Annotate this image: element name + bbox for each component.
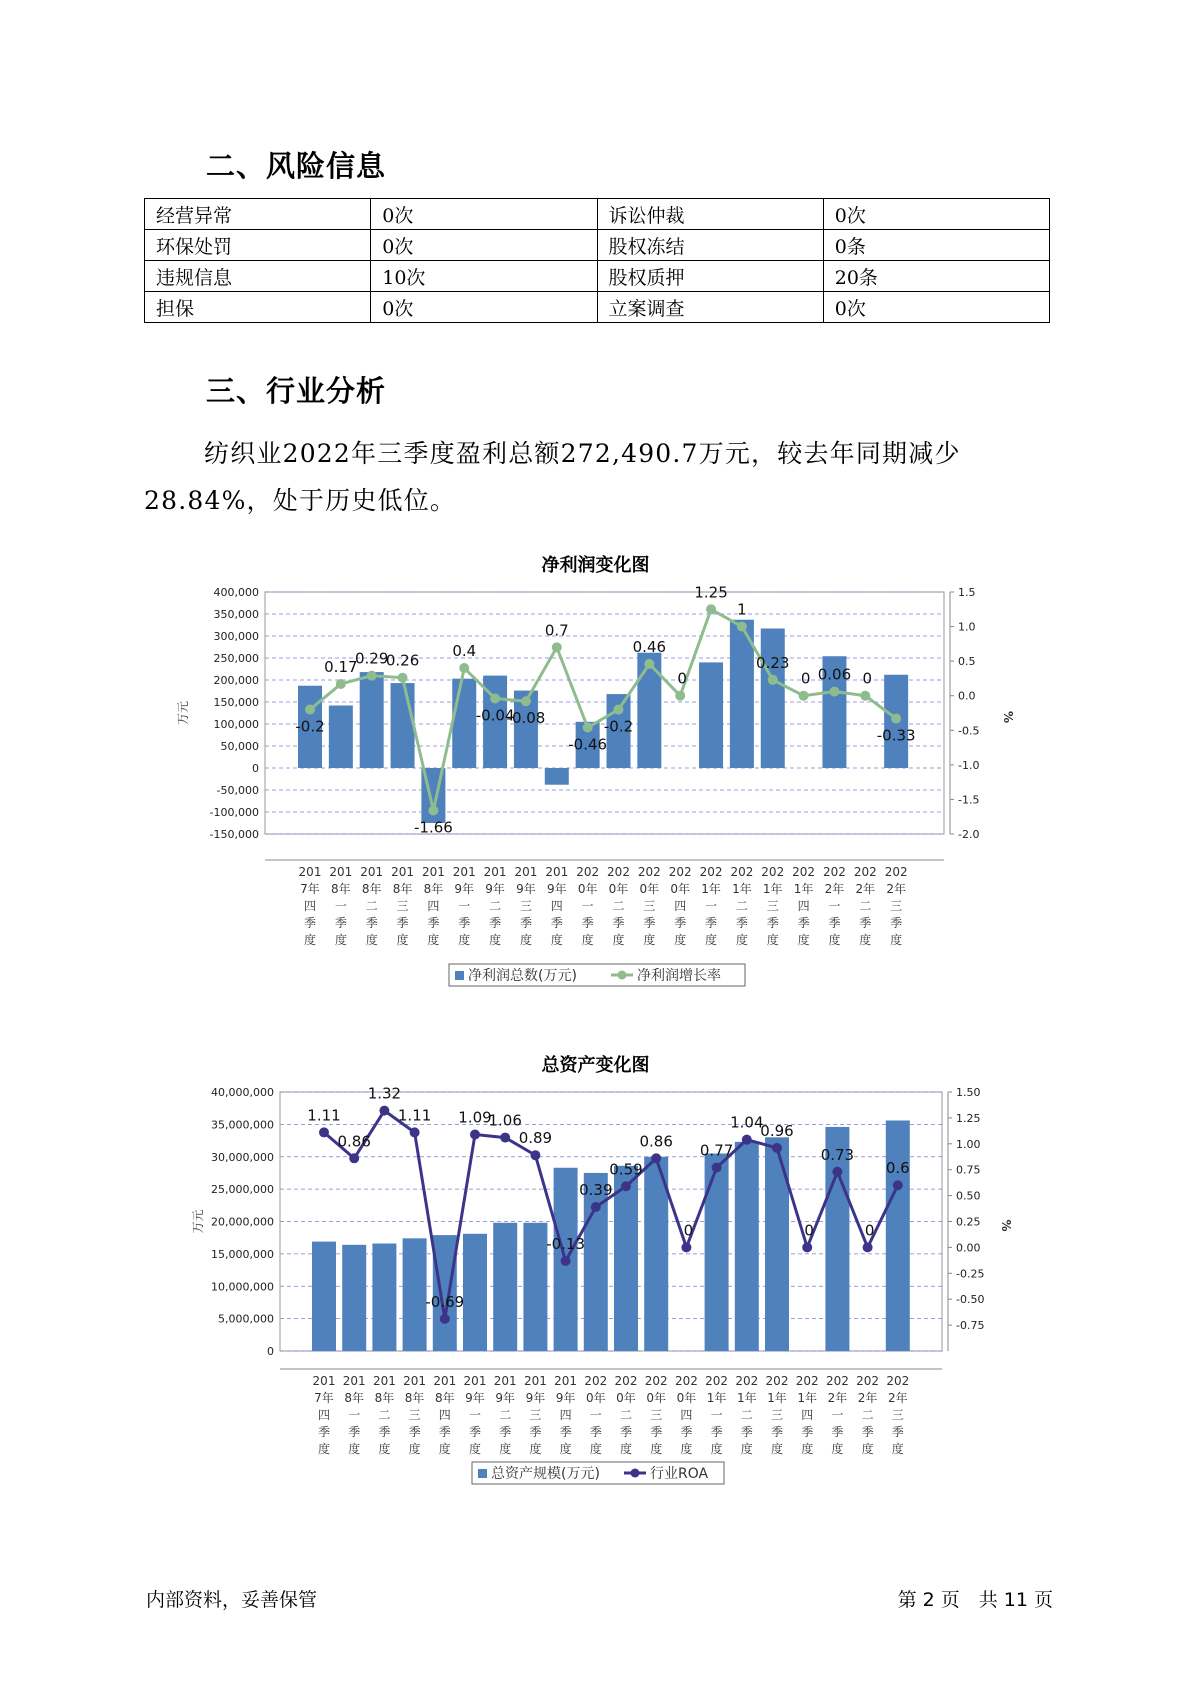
data-label: 0.26	[385, 651, 420, 670]
paragraph-line-1: 纺织业2022年三季度盈利总额272,490.7万元，较去年同期减少	[204, 439, 961, 468]
line-point	[367, 671, 377, 681]
line-point	[712, 1163, 722, 1173]
data-label: -0.69	[425, 1292, 465, 1311]
x-tick-label: 201 8年四季度	[421, 865, 445, 947]
legend-line-label: 净利润增长率	[637, 968, 721, 984]
line-point	[349, 1153, 359, 1163]
y2-tick-label: 1.00	[956, 1137, 981, 1151]
bar	[545, 768, 569, 785]
x-tick-label: 201 8年二季度	[372, 1374, 396, 1456]
y-axis-label: 万元	[176, 700, 190, 726]
x-tick-label: 202 1年一季度	[705, 1374, 729, 1456]
data-label: -0.08	[506, 709, 546, 728]
footer-page-number: 第 2 页 共 11 页	[897, 1589, 1053, 1611]
data-label: 0.7	[544, 621, 569, 640]
table-row	[145, 261, 1050, 292]
data-label: 1.32	[367, 1084, 402, 1103]
line-point	[319, 1127, 329, 1137]
data-label: 0.46	[632, 637, 667, 656]
table-row	[145, 292, 1050, 323]
x-tick-label: 202 0年二季度	[607, 865, 630, 947]
data-label: 0.77	[699, 1141, 734, 1160]
line-point	[440, 1314, 450, 1324]
x-tick-label: 201 9年一季度	[452, 865, 476, 947]
line-point	[706, 604, 716, 614]
bar	[329, 706, 353, 768]
x-tick-label: 202 2年二季度	[853, 865, 877, 947]
data-label: -0.46	[568, 735, 608, 754]
line-point	[336, 679, 346, 689]
data-label: 0.23	[756, 653, 790, 672]
y2-tick-label: 1.0	[958, 620, 976, 634]
line-point	[470, 1129, 480, 1139]
line-point	[644, 659, 654, 669]
x-tick-label: 201 8年一季度	[329, 865, 353, 947]
y2-axis-label: %	[999, 1219, 1013, 1232]
risk-label-cell: 违规信息	[145, 261, 371, 292]
bar	[523, 1223, 547, 1351]
x-tick-label: 202 1年三季度	[765, 1374, 789, 1456]
y2-tick-label: 1.5	[958, 586, 976, 599]
line-point	[521, 696, 531, 706]
x-tick-label: 202 1年四季度	[795, 1374, 819, 1456]
risk-label-cell: 环保处罚	[145, 230, 371, 261]
y2-tick-label: -0.50	[956, 1293, 985, 1307]
line-point	[583, 723, 593, 733]
x-tick-label: 201 8年四季度	[433, 1374, 457, 1456]
bar	[765, 1137, 789, 1351]
data-label: 0.96	[760, 1121, 794, 1140]
bar	[886, 1120, 910, 1351]
line-point	[799, 691, 809, 701]
data-label: 0.86	[639, 1132, 673, 1151]
x-tick-label: 202 0年一季度	[576, 865, 600, 947]
line-point	[893, 1180, 903, 1190]
data-label: 0.39	[579, 1180, 613, 1199]
data-label: 1	[737, 600, 747, 619]
line-point	[802, 1242, 812, 1252]
x-tick-label: 202 1年二季度	[735, 1374, 759, 1456]
y-tick-label: -50,000	[216, 784, 259, 797]
x-tick-label: 202 0年一季度	[584, 1374, 608, 1456]
x-tick-label: 201 9年二季度	[493, 1374, 517, 1456]
line-point	[410, 1127, 420, 1137]
data-label: 1.06	[488, 1111, 522, 1130]
y-tick-label: 0	[252, 762, 259, 775]
x-tick-label: 202 2年二季度	[856, 1374, 880, 1456]
y2-tick-label: 1.50	[956, 1086, 981, 1099]
line-point	[379, 1106, 389, 1116]
line-point	[428, 805, 438, 815]
line-point	[863, 1242, 873, 1252]
line-point	[552, 642, 562, 652]
bar	[705, 1154, 729, 1351]
x-tick-label: 201 9年四季度	[554, 1374, 578, 1456]
line-point	[742, 1135, 752, 1145]
x-tick-label: 202 2年三季度	[886, 1374, 910, 1456]
data-label: -0.2	[295, 717, 325, 736]
line-point	[561, 1256, 571, 1266]
data-label: 0	[683, 1221, 694, 1240]
legend-line-label: 行业ROA	[650, 1466, 709, 1482]
y2-tick-label: -0.5	[958, 724, 980, 738]
y-tick-label: 150,000	[213, 696, 259, 709]
data-label: 1.04	[730, 1113, 764, 1132]
y2-tick-label: -2.0	[958, 828, 980, 841]
x-tick-label: 202 1年一季度	[699, 865, 723, 947]
data-label: 0.89	[518, 1129, 553, 1148]
legend-line-marker	[618, 971, 627, 980]
risk-label-cell: 股权冻结	[597, 230, 823, 261]
data-label: 0.86	[337, 1132, 371, 1151]
risk-value-cell: 10次	[371, 261, 597, 292]
x-tick-label: 202 0年三季度	[644, 1374, 668, 1456]
y2-tick-label: -1.0	[958, 758, 980, 772]
chart-title-assets: 总资产变化图	[541, 1055, 650, 1076]
data-label: -0.2	[603, 717, 634, 736]
table-row	[145, 230, 1050, 261]
legend-bar-label: 总资产规模(万元)	[491, 1466, 600, 1482]
y2-tick-label: 0.50	[956, 1189, 981, 1203]
line-point	[772, 1143, 782, 1153]
y-tick-label: 15,000,000	[211, 1247, 274, 1261]
y2-tick-label: 0.25	[956, 1215, 981, 1229]
legend-bar-swatch	[478, 1469, 487, 1478]
risk-value-cell: 0次	[823, 199, 1049, 230]
legend-line-marker	[631, 1469, 640, 1478]
data-label: -1.66	[413, 818, 453, 837]
x-tick-label: 202 0年四季度	[674, 1374, 698, 1456]
line-point	[737, 622, 747, 632]
data-label: 0.17	[324, 657, 358, 676]
y2-tick-label: 0.75	[956, 1163, 981, 1177]
bar	[391, 683, 415, 768]
risk-label-cell: 股权质押	[597, 261, 823, 292]
legend-bar-swatch	[455, 971, 464, 980]
paragraph-line-2: 28.84%，处于历史低位。	[144, 486, 457, 515]
x-tick-label: 202 2年三季度	[884, 865, 908, 947]
bar	[761, 629, 785, 768]
x-tick-label: 201 8年三季度	[391, 865, 415, 947]
y-tick-label: 40,000,000	[211, 1086, 274, 1099]
line-point	[860, 691, 870, 701]
data-label: 0	[677, 669, 687, 688]
y-tick-label: 30,000,000	[211, 1150, 274, 1164]
line-point	[398, 673, 408, 683]
data-label: -0.33	[876, 726, 916, 745]
line-point	[500, 1133, 510, 1143]
data-label: 0.29	[354, 649, 389, 668]
bar	[452, 679, 476, 768]
risk-value-cell: 0次	[823, 292, 1049, 323]
risk-value-cell: 0次	[371, 199, 597, 230]
line-point	[768, 675, 778, 685]
y2-axis-label: %	[1001, 710, 1015, 724]
y-tick-label: 200,000	[213, 674, 259, 687]
x-tick-label: 201 8年一季度	[342, 1374, 366, 1456]
y-tick-label: 25,000,000	[211, 1183, 274, 1197]
x-tick-label: 201 9年三季度	[514, 865, 538, 947]
x-tick-label: 201 8年二季度	[360, 865, 384, 947]
x-tick-label: 201 7年四季度	[298, 865, 322, 947]
y2-tick-label: -0.75	[956, 1319, 985, 1333]
line-point	[459, 663, 469, 673]
data-label: 0	[862, 669, 873, 688]
y-tick-label: 250,000	[213, 652, 259, 665]
risk-label-cell: 经营异常	[145, 199, 371, 230]
legend-bar-label: 净利润总数(万元)	[468, 968, 577, 984]
data-label: -0.13	[546, 1234, 586, 1253]
bar	[463, 1234, 487, 1351]
section-title-industry: 三、行业分析	[206, 374, 387, 408]
bar	[372, 1244, 396, 1351]
y-tick-label: -150,000	[209, 828, 259, 841]
data-label: 1.09	[458, 1108, 492, 1127]
data-label: 0.73	[820, 1145, 855, 1164]
y-tick-label: -100,000	[209, 806, 259, 819]
line-point	[490, 693, 500, 703]
line-point	[591, 1202, 601, 1212]
section-title-risk: 二、风险信息	[206, 149, 387, 183]
data-label: 0	[800, 669, 811, 688]
risk-label-cell: 立案调查	[597, 292, 823, 323]
y-tick-label: 10,000,000	[211, 1280, 274, 1294]
y-tick-label: 100,000	[213, 718, 259, 731]
data-label: 0.4	[452, 642, 477, 661]
line-point	[614, 705, 624, 715]
risk-value-cell: 0条	[823, 230, 1049, 261]
footer-left: 内部资料，妥善保管	[146, 1589, 318, 1611]
bar	[637, 653, 661, 768]
x-tick-label: 201 7年四季度	[312, 1374, 336, 1456]
line-point	[305, 705, 315, 715]
y2-tick-label: 0.0	[958, 689, 976, 703]
assets-chart	[0, 1080, 1191, 1500]
y-tick-label: 50,000	[220, 740, 259, 753]
x-tick-label: 202 0年四季度	[668, 865, 692, 947]
data-label: 0.6	[885, 1159, 910, 1178]
y2-tick-label: 0.5	[958, 655, 976, 669]
x-tick-label: 201 9年三季度	[523, 1374, 547, 1456]
data-label: 0.59	[609, 1160, 643, 1179]
bar	[342, 1245, 366, 1351]
bar	[493, 1223, 517, 1351]
x-tick-label: 201 9年一季度	[463, 1374, 487, 1456]
data-label: -0.04	[475, 706, 515, 725]
x-tick-label: 201 9年四季度	[545, 865, 569, 947]
y2-tick-label: 0.00	[956, 1241, 981, 1255]
data-label: 1.11	[397, 1106, 432, 1125]
y-tick-label: 350,000	[213, 608, 259, 621]
y-axis-label: 万元	[191, 1209, 205, 1234]
risk-value-cell: 0次	[371, 230, 597, 261]
y-tick-label: 20,000,000	[211, 1215, 274, 1229]
bar	[735, 1142, 759, 1351]
x-tick-label: 202 0年三季度	[637, 865, 661, 947]
chart-title-profit: 净利润变化图	[541, 555, 650, 576]
bar	[699, 662, 723, 768]
bar	[360, 672, 384, 768]
bar	[312, 1242, 336, 1351]
bar	[403, 1238, 427, 1351]
line-point	[829, 687, 839, 697]
x-tick-label: 201 8年三季度	[403, 1374, 427, 1456]
risk-label-cell: 诉讼仲裁	[597, 199, 823, 230]
data-label: 1.11	[307, 1106, 341, 1125]
line-point	[832, 1167, 842, 1177]
x-tick-label: 202 1年四季度	[792, 865, 816, 947]
y-tick-label: 400,000	[213, 586, 259, 599]
x-tick-label: 202 2年一季度	[825, 1374, 849, 1456]
y-tick-label: 5,000,000	[218, 1312, 274, 1326]
y2-tick-label: -1.5	[958, 793, 980, 807]
risk-value-cell: 0次	[371, 292, 597, 323]
y2-tick-label: 1.25	[956, 1111, 981, 1125]
y-tick-label: 300,000	[213, 630, 259, 643]
line-point	[621, 1181, 631, 1191]
data-label: 0	[864, 1221, 875, 1240]
profit-chart	[0, 580, 1191, 1000]
y2-tick-label: -0.25	[956, 1267, 985, 1281]
line-point	[891, 714, 901, 724]
risk-table	[144, 198, 1050, 323]
table-row	[145, 199, 1050, 230]
data-label: 0	[804, 1221, 814, 1240]
line-point	[530, 1150, 540, 1160]
line-point	[675, 691, 685, 701]
y-tick-label: 0	[267, 1345, 274, 1358]
risk-value-cell: 20条	[823, 261, 1049, 292]
line-point	[681, 1242, 691, 1252]
x-tick-label: 201 9年二季度	[483, 865, 507, 947]
x-tick-label: 202 2年一季度	[822, 865, 846, 947]
x-tick-label: 202 1年三季度	[761, 865, 785, 947]
x-tick-label: 202 1年二季度	[730, 865, 754, 947]
line-point	[651, 1153, 661, 1163]
x-tick-label: 202 0年二季度	[614, 1374, 638, 1456]
data-label: 1.25	[694, 583, 728, 602]
data-label: 0.06	[817, 665, 852, 684]
y-tick-label: 35,000,000	[211, 1118, 274, 1132]
risk-label-cell: 担保	[145, 292, 371, 323]
